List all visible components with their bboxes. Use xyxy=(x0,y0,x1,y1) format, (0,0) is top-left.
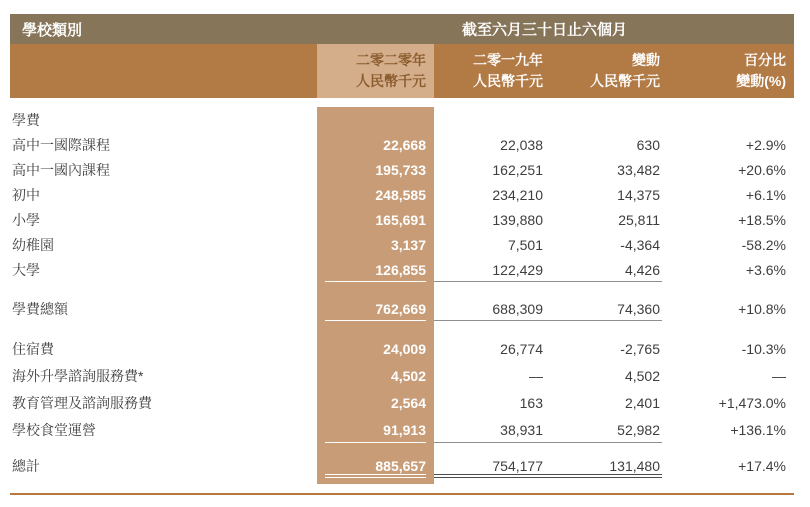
table-spacer-row xyxy=(10,282,794,296)
value-pct-change: +6.1% xyxy=(745,186,786,203)
value-pct-change: +1,473.0% xyxy=(718,394,786,411)
col-header-pct-change xyxy=(662,44,794,98)
table-spacer-row xyxy=(10,443,794,453)
table-row-grand-total xyxy=(10,453,794,478)
value-change: 52,982 xyxy=(545,416,662,443)
value-2019: 688,309 xyxy=(434,296,545,321)
value-change: 74,360 xyxy=(545,296,662,321)
value-pct-change: +18.5% xyxy=(738,211,786,228)
row-label: 學費 xyxy=(12,111,40,128)
value-2019: 26,774 xyxy=(500,340,543,357)
value-2020: 126,855 xyxy=(317,257,434,282)
value-2020: 24,009 xyxy=(317,335,434,362)
column-header-row xyxy=(10,44,794,98)
table-title-bar xyxy=(10,14,794,44)
table-row xyxy=(10,389,794,416)
col-header-pct-title: 百分比 xyxy=(744,52,786,68)
value-change: 14,375 xyxy=(617,186,660,203)
value-2020 xyxy=(317,107,434,132)
row-label: 教育管理及諮詢服務費 xyxy=(12,394,152,411)
value-2020: 762,669 xyxy=(317,296,434,321)
table-body xyxy=(10,102,794,484)
value-2020: 4,502 xyxy=(317,362,434,389)
category-column-title: 學校類別 xyxy=(22,21,83,39)
row-label: 幼稚園 xyxy=(12,236,54,253)
value-2019: 38,931 xyxy=(434,416,545,443)
period-title: 截至六月三十日止六個月 xyxy=(462,21,628,39)
table-row xyxy=(10,157,794,182)
value-pct-change: +17.4% xyxy=(738,457,786,474)
value-2020: 91,913 xyxy=(317,416,434,443)
row-label: 高中一國內課程 xyxy=(12,161,110,178)
table-row-tuition-section xyxy=(10,107,794,132)
value-2020: 885,657 xyxy=(317,453,434,478)
row-label: 總計 xyxy=(12,457,40,474)
value-pct-change: +2.9% xyxy=(745,136,786,153)
value-change: 25,811 xyxy=(618,211,660,228)
value-change: 4,426 xyxy=(545,257,662,282)
row-label: 初中 xyxy=(12,186,40,203)
row-label: 小學 xyxy=(12,211,40,228)
value-change: 630 xyxy=(636,136,660,153)
table-row xyxy=(10,182,794,207)
col-header-2020-unit: 人民幣千元 xyxy=(356,73,426,89)
value-2020: 22,668 xyxy=(317,132,434,157)
table-row xyxy=(10,207,794,232)
col-header-change-title: 變動 xyxy=(632,52,660,68)
highlight-column-tail xyxy=(10,478,794,484)
value-2019: 22,038 xyxy=(500,136,543,153)
value-pct-change: +20.6% xyxy=(738,161,786,178)
row-label: 大學 xyxy=(12,261,40,278)
row-label: 住宿費 xyxy=(12,340,54,357)
value-change: -2,765 xyxy=(620,340,660,357)
table-row xyxy=(10,257,794,282)
value-2020: 3,137 xyxy=(317,232,434,257)
value-change: 33,482 xyxy=(617,161,660,178)
value-2019: 122,429 xyxy=(434,257,545,282)
value-pct-change: -10.3% xyxy=(741,340,786,357)
value-2020: 248,585 xyxy=(317,182,434,207)
col-header-change xyxy=(545,44,662,98)
value-pct-change: +3.6% xyxy=(745,261,786,278)
value-change: 2,401 xyxy=(624,394,660,411)
value-2020: 165,691 xyxy=(317,207,434,232)
table-row-tuition-total xyxy=(10,296,794,321)
table-spacer-row xyxy=(10,321,794,335)
value-2020: 195,733 xyxy=(317,157,434,182)
col-header-pct-unit: 變動(%) xyxy=(736,73,786,89)
col-header-2019-year: 二零一九年 xyxy=(473,52,543,68)
value-pct-change xyxy=(662,107,794,132)
value-pct-change: — xyxy=(772,367,786,384)
value-pct-change: +136.1% xyxy=(730,421,786,438)
row-label: 學校食堂運營 xyxy=(12,421,96,438)
table-row xyxy=(10,232,794,257)
row-label: 海外升學諮詢服務費* xyxy=(12,367,144,384)
value-pct-change: -58.2% xyxy=(741,236,786,253)
col-header-2020-year: 二零二零年 xyxy=(356,52,426,68)
value-2019: 754,177 xyxy=(434,453,545,478)
value-change: 4,502 xyxy=(624,367,660,384)
table-row xyxy=(10,362,794,389)
bottom-rule xyxy=(10,493,794,495)
value-change: -4,364 xyxy=(620,236,660,253)
table-row xyxy=(10,335,794,362)
value-2019: — xyxy=(529,367,543,384)
value-2019: 139,880 xyxy=(492,211,543,228)
value-2019: 7,501 xyxy=(507,236,543,253)
row-label: 學費總額 xyxy=(12,300,68,317)
value-2019: 162,251 xyxy=(492,161,543,178)
col-header-2020 xyxy=(317,44,434,98)
col-header-2019 xyxy=(434,44,545,98)
value-change: 131,480 xyxy=(545,453,662,478)
row-label: 高中一國際課程 xyxy=(12,136,110,153)
value-2019: 234,210 xyxy=(492,186,543,203)
label-column-header xyxy=(10,44,317,98)
value-2019 xyxy=(434,107,545,132)
col-header-2019-unit: 人民幣千元 xyxy=(473,73,543,89)
value-2019: 163 xyxy=(519,394,543,411)
col-header-change-unit: 人民幣千元 xyxy=(590,73,660,89)
value-2020: 2,564 xyxy=(317,389,434,416)
value-change xyxy=(545,107,662,132)
table-row xyxy=(10,416,794,443)
table-row xyxy=(10,132,794,157)
value-pct-change: +10.8% xyxy=(738,300,786,317)
